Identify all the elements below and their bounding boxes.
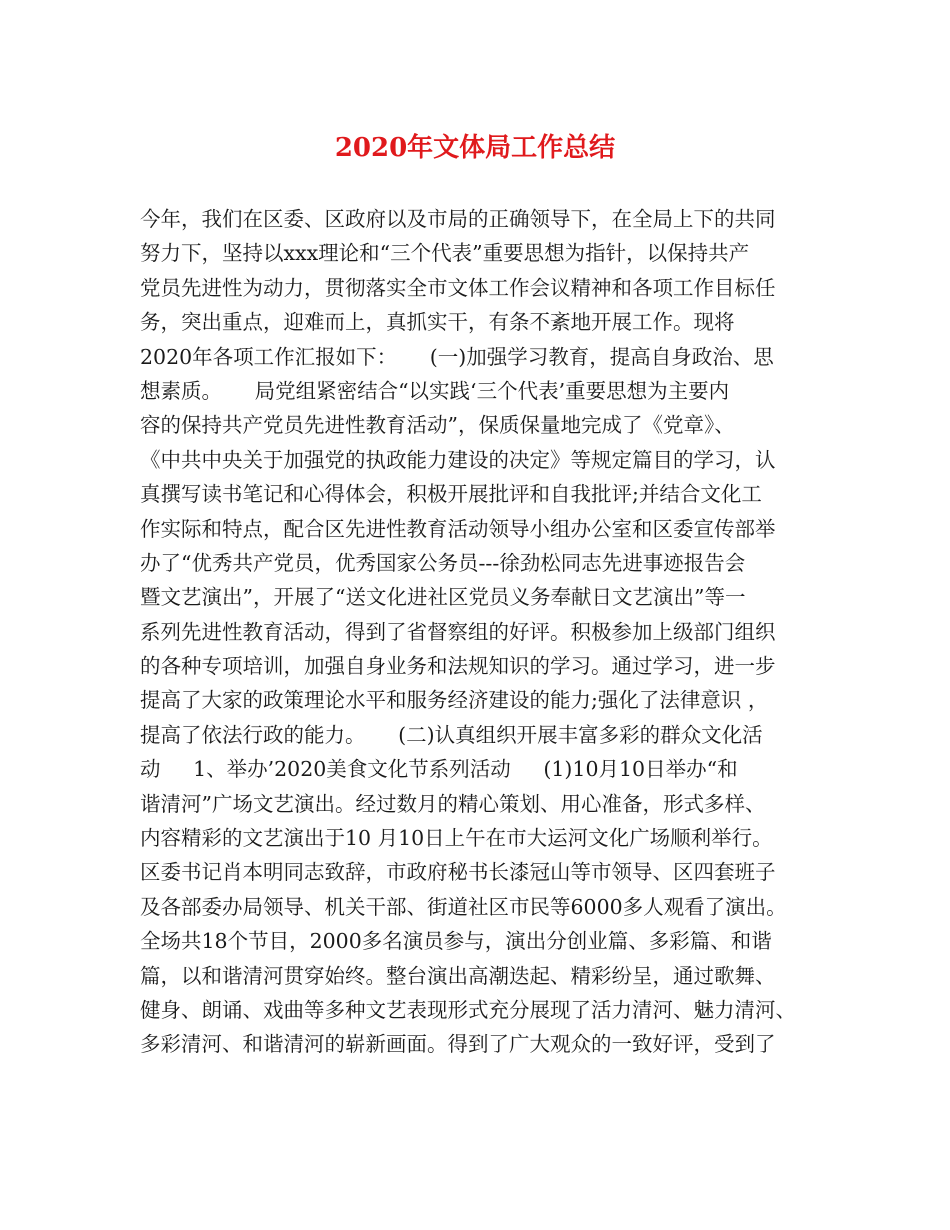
body-line: 想素质。 局党组紧密结合“以实践‘三个代表’重要思想为主要内 [140, 378, 730, 403]
body-line: 谐清河”广场文艺演出。经过数月的精心策划、用心准备，形式多样、 [140, 791, 766, 816]
body-line: 容的保持共产党员先进性教育活动”，保质保量地完成了《党章》、 [140, 413, 735, 438]
body-line: 全场共18个节目，2000多名演员参与，演出分创业篇、多彩篇、和谐 [140, 929, 772, 954]
body-line: 提高了大家的政策理论水平和服务经济建设的能力;强化了法律意识 ， [140, 688, 769, 713]
body-line: 党员先进性为动力，贯彻落实全市文体工作会议精神和各项工作目标任 [140, 275, 776, 300]
body-line: 的各种专项培训，加强自身业务和法规知识的学习。通过学习，进一步 [140, 654, 776, 679]
body-line: 暨文艺演出”，开展了“送文化进社区党员义务奉献日文艺演出”等一 [140, 585, 746, 610]
document-title: 2020年文体局工作总结 [334, 133, 616, 163]
body-line: 区委书记肖本明同志致辞，市政府秘书长漆冠山等市领导、区四套班子 [140, 860, 776, 885]
body-line: 提高了依法行政的能力。 (二)认真组织开展丰富多彩的群众文化活 [140, 722, 763, 747]
body-line: 多彩清河、和谐清河的崭新画面。得到了广大观众的一致好评，受到了 [140, 1032, 776, 1057]
body-line: 内容精彩的文艺演出于10 月10日上午在市大运河文化广场顺利举行。 [140, 826, 773, 851]
document-body [140, 202, 830, 1062]
body-line: 健身、朗诵、戏曲等多种文艺表现形式充分展现了活力清河、魅力清河、 [140, 997, 796, 1022]
body-line: 动 1、举办’2020美食文化节系列活动 (1)10月10日举办“和 [140, 757, 738, 782]
body-line: 真撰写读书笔记和心得体会，积极开展批评和自我批评;并结合文化工 [140, 482, 762, 507]
body-line: 篇，以和谐清河贯穿始终。整台演出高潮迭起、精彩纷呈，通过歌舞、 [140, 963, 776, 988]
body-line: 今年，我们在区委、区政府以及市局的正确领导下，在全局上下的共同 [140, 207, 776, 231]
body-line: 作实际和特点，配合区先进性教育活动领导小组办公室和区委宣传部举 [140, 516, 776, 541]
body-line: 努力下，坚持以xxx理论和“三个代表”重要思想为指针，以保持共产 [140, 241, 750, 266]
body-line: 2020年各项工作汇报如下： (一)加强学习教育，提高自身政治、思 [140, 344, 774, 369]
body-line: 办了“优秀共产党员，优秀国家公务员---徐劲松同志先进事迹报告会 [140, 550, 746, 575]
body-line: 及各部委办局领导、机关干部、街道社区市民等6000多人观看了演出。 [140, 894, 787, 919]
body-line: 务，突出重点，迎难而上，真抓实干，有条不紊地开展工作。现将 [140, 310, 735, 335]
body-line: 系列先进性教育活动，得到了省督察组的好评。积极参加上级部门组织 [140, 619, 776, 644]
body-line: 《中共中央关于加强党的执政能力建设的决定》等规定篇目的学习，认 [140, 447, 776, 472]
